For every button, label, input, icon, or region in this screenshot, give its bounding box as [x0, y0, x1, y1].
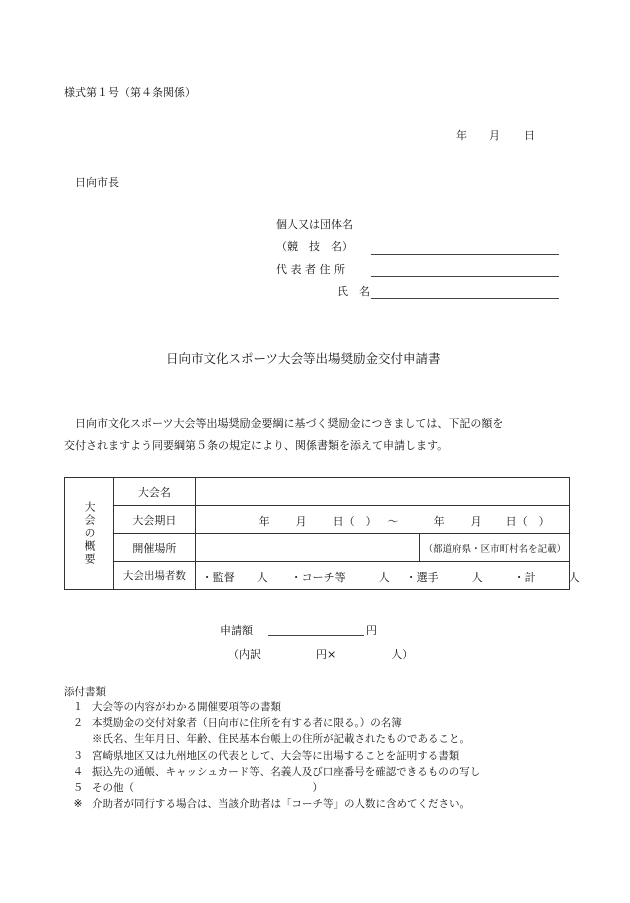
event-period-row-label: 大会期日: [132, 513, 177, 527]
amount-breakdown: （内訳 円× 人）: [228, 648, 414, 661]
participants-coach-staff: ・コーチ等 人: [290, 571, 390, 584]
event-name-field[interactable]: [371, 254, 559, 255]
venue-input-cell[interactable]: [195, 534, 419, 562]
attachment-item: ３ 宮崎県地区又は九州地区の代表として、大会等に出場することを証明する書類: [72, 749, 460, 762]
period-year-1: 年: [258, 515, 270, 528]
participants-input-cell[interactable]: [195, 562, 580, 590]
body-line-2: 交付されますよう同要綱第５条の規定により、関係書類を添えて申請します。: [64, 439, 449, 452]
document-title: 日向市文化スポーツ大会等出場奨励金交付申請書: [166, 351, 441, 366]
attachments-heading: 添付書類: [64, 686, 106, 698]
representative-address-label: 代 表 者 住 所: [276, 263, 345, 276]
event-name-row-label: 大会名: [137, 485, 171, 499]
attachment-note: ※ 介助者が同行する場合は、当該介助者は「コーチ等」の人数に含めてください。: [73, 798, 470, 811]
amount-label: 申請額: [220, 624, 253, 637]
event-name-input-cell[interactable]: [195, 478, 569, 506]
section-label: 大会の概要: [83, 501, 96, 566]
attachment-item: １ 大会等の内容がわかる開催要項等の書類: [72, 701, 281, 713]
date-day-label: 日: [524, 129, 535, 142]
participants-total: ・計 人: [513, 571, 580, 584]
section-label-cell: [65, 478, 114, 590]
participants-athletes: ・選手 人: [405, 571, 483, 584]
period-month-2: 月: [470, 515, 482, 528]
venue-note-cell: [419, 534, 569, 562]
body-line-1: 日向市文化スポーツ大会等出場奨励金要綱に基づく奨励金につきましては、下記の額を: [75, 417, 504, 430]
event-period-input-cell[interactable]: [195, 506, 569, 534]
representative-name-field[interactable]: [371, 298, 559, 299]
applicant-name-label: 個人又は団体名: [276, 218, 353, 231]
participants-label-cell: [114, 562, 196, 590]
venue-label-cell: [114, 534, 196, 562]
event-name-label-cell: [114, 478, 196, 506]
attachments-list: [64, 699, 480, 812]
amount-field[interactable]: [268, 635, 364, 636]
event-overview-table: [64, 477, 580, 590]
period-month-1: 月: [295, 515, 307, 528]
representative-address-field[interactable]: [371, 276, 559, 277]
attachment-item: ５ その他（ ）: [72, 782, 323, 795]
period-year-2: 年: [433, 515, 445, 528]
venue-row-label: 開催場所: [132, 541, 177, 555]
participants-row-label: 大会出場者数: [122, 570, 186, 582]
addressee: 日向市長: [75, 176, 119, 189]
event-name-label: （競 技 名）: [276, 240, 353, 253]
period-tilde: ～: [387, 515, 399, 528]
event-period-label-cell: [114, 506, 196, 534]
attachment-item: ４ 振込先の通帳、キャッシュカード等、名義人及び口座番号を確認できるものの写し: [72, 765, 481, 778]
attachment-note: ※氏名、生年月日、年齢、住民基本台帳上の住所が記載されたものであること。: [92, 733, 470, 746]
amount-unit: 円: [366, 624, 377, 637]
date-year-label: 年: [456, 129, 467, 142]
date-month-label: 月: [489, 129, 500, 142]
representative-name-label: 氏 名: [337, 285, 370, 298]
participants-coach: ・監督 人: [201, 571, 268, 584]
form-number: 様式第１号（第４条関係）: [64, 86, 196, 99]
attachment-item: ２ 本奨励金の交付対象者（日向市に住所を有する者に限る。）の名簿: [72, 717, 402, 730]
period-day-2: 日（ ）: [505, 515, 550, 528]
venue-note: （都道府県・区市町村名を記載）: [423, 543, 567, 555]
period-day-1: 日（ ）: [332, 515, 377, 528]
